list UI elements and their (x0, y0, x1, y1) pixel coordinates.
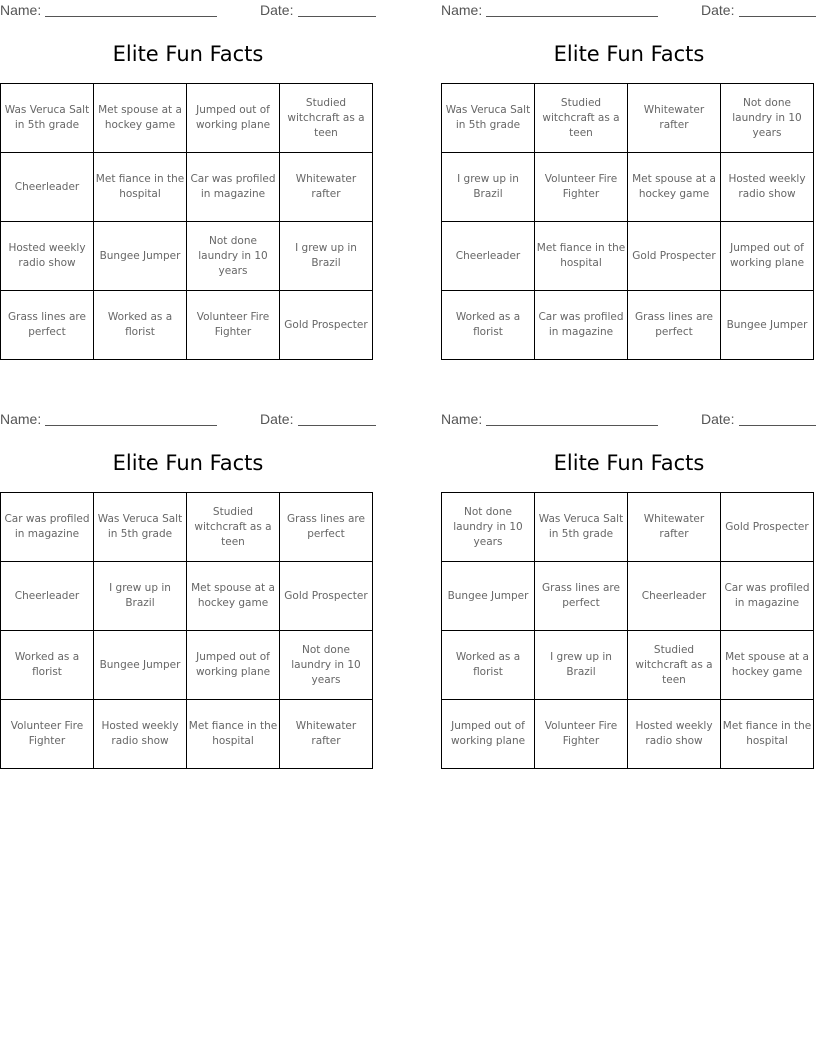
grid-row (1, 493, 373, 562)
grid-cell: Met spouse at a hockey game (94, 84, 187, 153)
grid-row (1, 153, 373, 222)
grid-cell: Worked as a florist (94, 291, 187, 360)
card-header (0, 409, 376, 431)
grid-cell: Was Veruca Salt in 5th grade (442, 84, 535, 153)
grid-row (1, 631, 373, 700)
grid-cell: Was Veruca Salt in 5th grade (535, 493, 628, 562)
grid-cell: Bungee Jumper (94, 631, 187, 700)
grid-cell: Volunteer Fire Fighter (535, 153, 628, 222)
grid-cell: Worked as a florist (1, 631, 94, 700)
grid-cell: Hosted weekly radio show (721, 153, 814, 222)
grid-cell: Was Veruca Salt in 5th grade (1, 84, 94, 153)
card-title: Elite Fun Facts (112, 451, 264, 475)
grid-cell: Gold Prospecter (628, 222, 721, 291)
bingo-grid (441, 83, 814, 360)
grid-cell: Hosted weekly radio show (94, 700, 187, 769)
name-line (45, 425, 217, 426)
grid-cell: Met fiance in the hospital (721, 700, 814, 769)
grid-cell: Jumped out of working plane (721, 222, 814, 291)
grid-row (1, 291, 373, 360)
card-header (441, 409, 816, 431)
grid-cell: Not done laundry in 10 years (187, 222, 280, 291)
grid-cell: Worked as a florist (442, 631, 535, 700)
grid-cell: Jumped out of working plane (187, 84, 280, 153)
name-label: Name: (441, 2, 483, 18)
grid-row (442, 562, 814, 631)
grid-cell: Not done laundry in 10 years (280, 631, 373, 700)
bingo-grid (441, 492, 814, 769)
date-label: Date: (260, 411, 294, 427)
grid-row (1, 700, 373, 769)
grid-cell: Studied witchcraft as a teen (280, 84, 373, 153)
grid-cell: Grass lines are perfect (280, 493, 373, 562)
grid-cell: Grass lines are perfect (628, 291, 721, 360)
grid-cell: Hosted weekly radio show (628, 700, 721, 769)
name-label: Name: (0, 2, 42, 18)
grid-row (442, 291, 814, 360)
grid-cell: Met spouse at a hockey game (721, 631, 814, 700)
grid-cell: Not done laundry in 10 years (721, 84, 814, 153)
grid-cell: I grew up in Brazil (442, 153, 535, 222)
card-title: Elite Fun Facts (553, 42, 705, 66)
grid-row (442, 493, 814, 562)
date-label: Date: (701, 2, 735, 18)
grid-row (1, 84, 373, 153)
name-label: Name: (0, 411, 42, 427)
grid-cell: Car was profiled in magazine (1, 493, 94, 562)
card-header (441, 0, 816, 22)
grid-cell: Met fiance in the hospital (535, 222, 628, 291)
grid-cell: Studied witchcraft as a teen (535, 84, 628, 153)
card-title: Elite Fun Facts (112, 42, 264, 66)
grid-cell: Cheerleader (442, 222, 535, 291)
grid-cell: Grass lines are perfect (535, 562, 628, 631)
grid-cell: Worked as a florist (442, 291, 535, 360)
grid-row (442, 222, 814, 291)
grid-cell: Car was profiled in magazine (721, 562, 814, 631)
name-line (486, 425, 658, 426)
grid-cell: Volunteer Fire Fighter (1, 700, 94, 769)
grid-cell: Studied witchcraft as a teen (628, 631, 721, 700)
grid-cell: Bungee Jumper (94, 222, 187, 291)
grid-cell: Gold Prospecter (280, 562, 373, 631)
grid-cell: Met spouse at a hockey game (628, 153, 721, 222)
grid-cell: I grew up in Brazil (280, 222, 373, 291)
grid-cell: Car was profiled in magazine (187, 153, 280, 222)
grid-cell: Whitewater rafter (628, 84, 721, 153)
grid-cell: Whitewater rafter (628, 493, 721, 562)
grid-row (442, 84, 814, 153)
grid-cell: Car was profiled in magazine (535, 291, 628, 360)
bingo-grid (0, 83, 373, 360)
grid-cell: Gold Prospecter (721, 493, 814, 562)
date-line (739, 16, 816, 17)
name-line (486, 16, 658, 17)
grid-row (442, 153, 814, 222)
grid-cell: Cheerleader (628, 562, 721, 631)
date-label: Date: (701, 411, 735, 427)
grid-cell: I grew up in Brazil (535, 631, 628, 700)
grid-cell: Cheerleader (1, 562, 94, 631)
date-line (298, 425, 376, 426)
grid-cell: Whitewater rafter (280, 700, 373, 769)
grid-cell: Jumped out of working plane (442, 700, 535, 769)
grid-cell: Cheerleader (1, 153, 94, 222)
grid-cell: Whitewater rafter (280, 153, 373, 222)
card-header (0, 0, 376, 22)
grid-cell: Studied witchcraft as a teen (187, 493, 280, 562)
grid-cell: Met fiance in the hospital (94, 153, 187, 222)
grid-cell: Volunteer Fire Fighter (535, 700, 628, 769)
grid-cell: Bungee Jumper (721, 291, 814, 360)
grid-row (442, 631, 814, 700)
grid-row (1, 562, 373, 631)
grid-cell: Was Veruca Salt in 5th grade (94, 493, 187, 562)
name-label: Name: (441, 411, 483, 427)
date-line (298, 16, 376, 17)
grid-cell: Gold Prospecter (280, 291, 373, 360)
grid-row (1, 222, 373, 291)
grid-cell: Jumped out of working plane (187, 631, 280, 700)
name-line (45, 16, 217, 17)
grid-cell: Met fiance in the hospital (187, 700, 280, 769)
card-title: Elite Fun Facts (553, 451, 705, 475)
grid-cell: Bungee Jumper (442, 562, 535, 631)
bingo-grid (0, 492, 373, 769)
grid-row (442, 700, 814, 769)
date-line (739, 425, 816, 426)
grid-cell: I grew up in Brazil (94, 562, 187, 631)
grid-cell: Hosted weekly radio show (1, 222, 94, 291)
grid-cell: Volunteer Fire Fighter (187, 291, 280, 360)
grid-cell: Grass lines are perfect (1, 291, 94, 360)
grid-cell: Not done laundry in 10 years (442, 493, 535, 562)
date-label: Date: (260, 2, 294, 18)
grid-cell: Met spouse at a hockey game (187, 562, 280, 631)
